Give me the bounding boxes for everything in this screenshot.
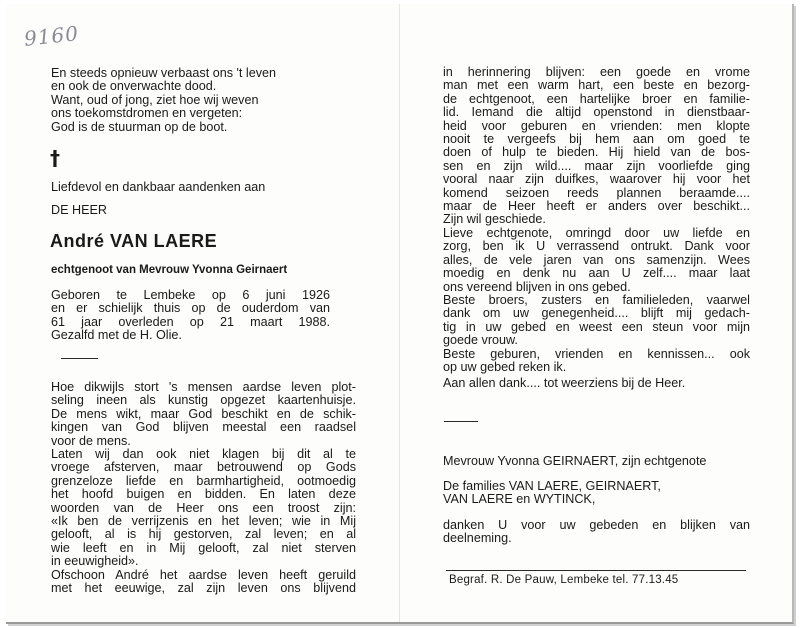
poem-line: God is de stuurman op de boot. xyxy=(51,119,228,134)
divider xyxy=(61,358,98,359)
memorial-line xyxy=(51,181,265,194)
poem-line: en ook de onverwachte dood. xyxy=(51,79,217,94)
thanks-line: danken U voor uw gebeden en blijken van xyxy=(443,518,750,532)
meditation-line: vroege afsterven, maar betrouwend op Gods xyxy=(51,460,356,475)
title-text: DE HEER xyxy=(51,203,107,217)
farewell-line: Beste broers, zusters en familieleden, vaarwel xyxy=(443,292,750,307)
family-line: VAN LAERE en WYTINCK, xyxy=(443,492,596,507)
meditation-line: Ofschoon André het aardse leven heeft geruild xyxy=(51,567,356,582)
memorial-text: Liefdevol en dankbaar aandenken aan xyxy=(51,180,266,194)
meditation-line: wie leeft en in Mij gelooft, zal niet sterven xyxy=(51,540,356,555)
farewell-line: zorg, ben ik U verrassend ontrukt. Dank voor xyxy=(443,239,750,254)
meditation-line: woorden van de Heer ons een troost zijn: xyxy=(51,500,356,515)
farewell-line: maar de Heer heeft er anders over beschikt... xyxy=(443,199,750,214)
meditation-line: het hoofd buigen en bidden. En laten deze xyxy=(51,487,356,502)
farewell-line: man met een warm hart, een beste en bezorg- xyxy=(443,78,750,93)
farewell-line: lid. Iemand die altijd openstond in dienstbaar- xyxy=(443,105,750,120)
meditation-line: in eeuwigheid». xyxy=(51,554,139,569)
family-spouse xyxy=(443,455,706,468)
honorific-title xyxy=(51,204,107,217)
meditation-line: «Ik ben de verrijzenis en het leven; wie in Mij xyxy=(51,514,356,529)
farewell-line: goede vrouw. xyxy=(443,333,518,348)
meditation-line: grenzeloze liefde en barmhartigheid, ootmoedig xyxy=(51,473,356,488)
farewell-line: Zijn wil geschiede. xyxy=(443,212,546,227)
farewell-line: vooral naar zijn duifkes, waarover hij voor het xyxy=(443,172,750,187)
meditation-line: Laten wij dan ook niet klagen bij dit al te xyxy=(51,447,356,462)
family-line: De families VAN LAERE, GEIRNAERT, xyxy=(443,479,661,493)
meditation-line: seling ineen als kunstig opgezet kaartenhuisje. xyxy=(51,393,356,408)
farewell-line: heid voor geburen en vrienden: men klopte xyxy=(443,118,750,133)
card-fold xyxy=(399,4,400,622)
meditation-line: met het eeuwige, zal zijn leven ons blijvend xyxy=(51,581,356,596)
farewell-line: ons vereend blijven in ons gebed. xyxy=(443,279,631,294)
farewell-line: alles, de vele jaren van ons samenzijn. Wees xyxy=(443,252,750,267)
poem-line: En steeds opnieuw verbaast ons 't leven xyxy=(51,66,277,80)
farewell-line: doen of hulp te bieden. Hij hield van de bos- xyxy=(443,145,750,160)
farewell-text xyxy=(443,66,750,374)
poem-line: ons toekomstdromen en vergeten: xyxy=(51,106,243,121)
printer-rule xyxy=(446,570,746,571)
meditation-line: Hoe dikwijls stort 's mensen aardse leven plot- xyxy=(51,380,356,394)
printer-credit: Begraf. R. De Pauw, Lembeke tel. 77.13.45 xyxy=(449,574,679,586)
farewell-line: sen en zijn wild.... maar zijn voorliefde ging xyxy=(443,158,750,173)
farewell-line: op uw gebed reken ik. xyxy=(443,359,567,374)
meditation-text xyxy=(51,381,356,596)
closing-text: Aan allen dank.... tot weerziens bij de Heer. xyxy=(443,376,686,390)
handwritten-note: 9160 xyxy=(22,21,81,51)
poem-line: Want, oud of jong, ziet hoe wij weven xyxy=(51,92,259,107)
life-line: Gezalfd met de H. Olie. xyxy=(51,328,182,343)
meditation-line: voor de mens. xyxy=(51,433,131,448)
meditation-line: kingen van God blijven meestal een raadsel xyxy=(51,420,356,435)
life-line: en er schielijk thuis op de ouderdom van xyxy=(51,301,330,316)
thanks-line: deelneming. xyxy=(443,531,512,546)
farewell-line: komend seizoen reeds plannen beraamde.... xyxy=(443,185,750,200)
farewell-line: in herinnering blijven: een goede en vrome xyxy=(443,65,750,79)
meditation-line: De mens wikt, maar God beschikt en de schik- xyxy=(51,406,356,421)
spouse-line: echtgenoot van Mevrouw Yvonna Geirnaert xyxy=(51,264,288,276)
family-names xyxy=(443,480,661,507)
farewell-line: Lieve echtgenote, omringd door uw liefde en xyxy=(443,225,750,240)
farewell-line: de echtgenoot, een hartelijke broer en familie- xyxy=(443,91,750,106)
family-thanks xyxy=(443,519,750,546)
deceased-name: André VAN LAERE xyxy=(50,231,218,251)
farewell-line: Beste geburen, vrienden en kennissen... ook xyxy=(443,346,750,361)
divider xyxy=(444,421,478,422)
farewell-line: nooit te vergeefs bij hem aan om goed te xyxy=(443,132,750,147)
meditation-line: gelooft, al is hij gestorven, zal leven; en al xyxy=(51,527,356,542)
farewell-line: moedig en denk nu aan U zelf.... maar laat xyxy=(443,266,750,281)
life-line: Geboren te Lembeke op 6 juni 1926 xyxy=(51,288,330,302)
life-line: 61 jaar overleden op 21 maart 1988. xyxy=(51,314,330,329)
poem xyxy=(51,67,351,134)
cross-icon: † xyxy=(50,146,60,170)
life-details xyxy=(51,289,330,343)
farewell-line: dank om uw genegenheid.... blijft mij gedach- xyxy=(443,306,750,321)
farewell-line: tig in uw gebed en weest een steun voor mijn xyxy=(443,319,750,334)
family-spouse-text: Mevrouw Yvonna GEIRNAERT, zijn echtgenote xyxy=(443,454,707,468)
closing-line xyxy=(443,377,685,390)
